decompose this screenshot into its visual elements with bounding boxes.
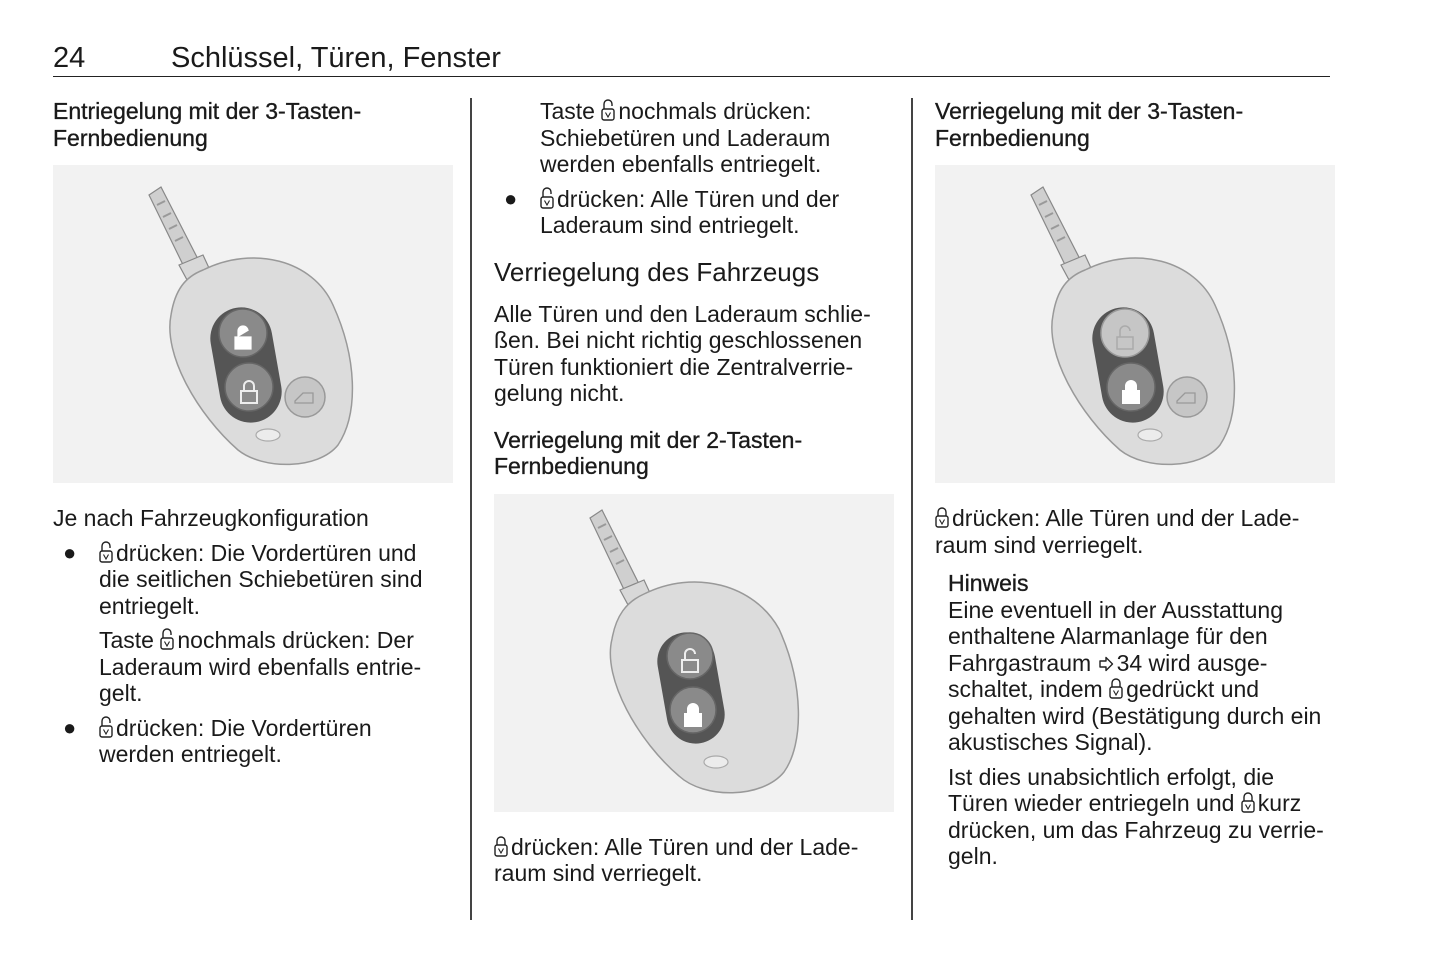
chapter-title: Schlüssel, Türen, Fenster: [171, 42, 501, 74]
lock-icon: [1109, 677, 1123, 699]
note-title: Hinweis: [948, 570, 1029, 596]
lock-icon: [494, 835, 508, 857]
unlock-icon: [540, 187, 554, 209]
lock-icon: [1241, 791, 1255, 813]
column-left: [53, 98, 453, 768]
column-divider: [911, 98, 913, 920]
lock-icon: [935, 506, 949, 528]
column-right: [935, 98, 1335, 870]
unlock-icon: [99, 716, 113, 738]
column-divider: [470, 98, 472, 920]
bullet-item: ● drücken: Alle Türen und der Laderaum sind entriegelt.: [504, 185, 840, 238]
page-reference[interactable]: 34 wird ausge-: [1116, 649, 1268, 676]
key-fob-3-button-lock-illustration: [935, 165, 1335, 483]
reference-arrow-icon: [1098, 656, 1114, 672]
page-number: 24: [53, 42, 86, 74]
column-middle: [494, 98, 894, 887]
bullet-item: ● drücken: Die Vordertüren und die seitlichen Schiebetüren sind entriegelt.: [63, 539, 423, 619]
section-heading-unlock-3-button: Entriegelung mit der 3-Tasten- Fernbedienung: [53, 98, 362, 151]
unlock-icon: [160, 628, 174, 650]
unlock-icon: [99, 541, 113, 563]
page-header: [53, 40, 1330, 77]
section-text: Alle Türen und den Laderaum schlie- ßen. Bei nicht richtig geschlossenen Türen funktioniert die Zentralverrie- gelung nicht.: [494, 300, 871, 406]
section-heading-lock-2-button: Verriegelung mit der 2-Tasten- Fernbedienung: [494, 426, 803, 479]
key-fob-2-button-lock-illustration: [494, 494, 894, 812]
bullet-item: ● drücken: Die Vordertüren werden entriegelt.: [63, 714, 372, 767]
note-box: Hinweis Eine eventuell in der Ausstattung enthaltene Alarmanlage für den Fahrgastraum 34 wird ausge- schaltet, indem gedrückt und gehalten wird (Bestätigung durch ein akustisches Signal). Ist dies unabsichtlich erfolgt, die Türen wieder entriegeln und kurz drücken, um das Fahrzeug zu verrie- geln.: [935, 570, 1335, 870]
key-fob-3-button-unlock-illustration: [53, 165, 453, 483]
unlock-icon: [601, 99, 615, 121]
lock-instruction: drücken: Alle Türen und der Lade- raum sind verriegelt.: [494, 833, 859, 886]
intro-text: Je nach Fahrzeugkonfiguration: [53, 505, 369, 531]
lock-instruction: drücken: Alle Türen und der Lade- raum sind verriegelt.: [935, 505, 1300, 558]
section-title: Verriegelung des Fahrzeugs: [494, 256, 820, 287]
section-heading-lock-3-button: Verriegelung mit der 3-Tasten- Fernbedienung: [935, 98, 1244, 151]
bullet-continuation: Taste nochmals drücken: Der Laderaum wird ebenfalls entrie- gelt.: [99, 627, 422, 706]
bullet-continuation: Taste nochmals drücken: Schiebetüren und Laderaum werden ebenfalls entriegelt.: [540, 98, 831, 177]
